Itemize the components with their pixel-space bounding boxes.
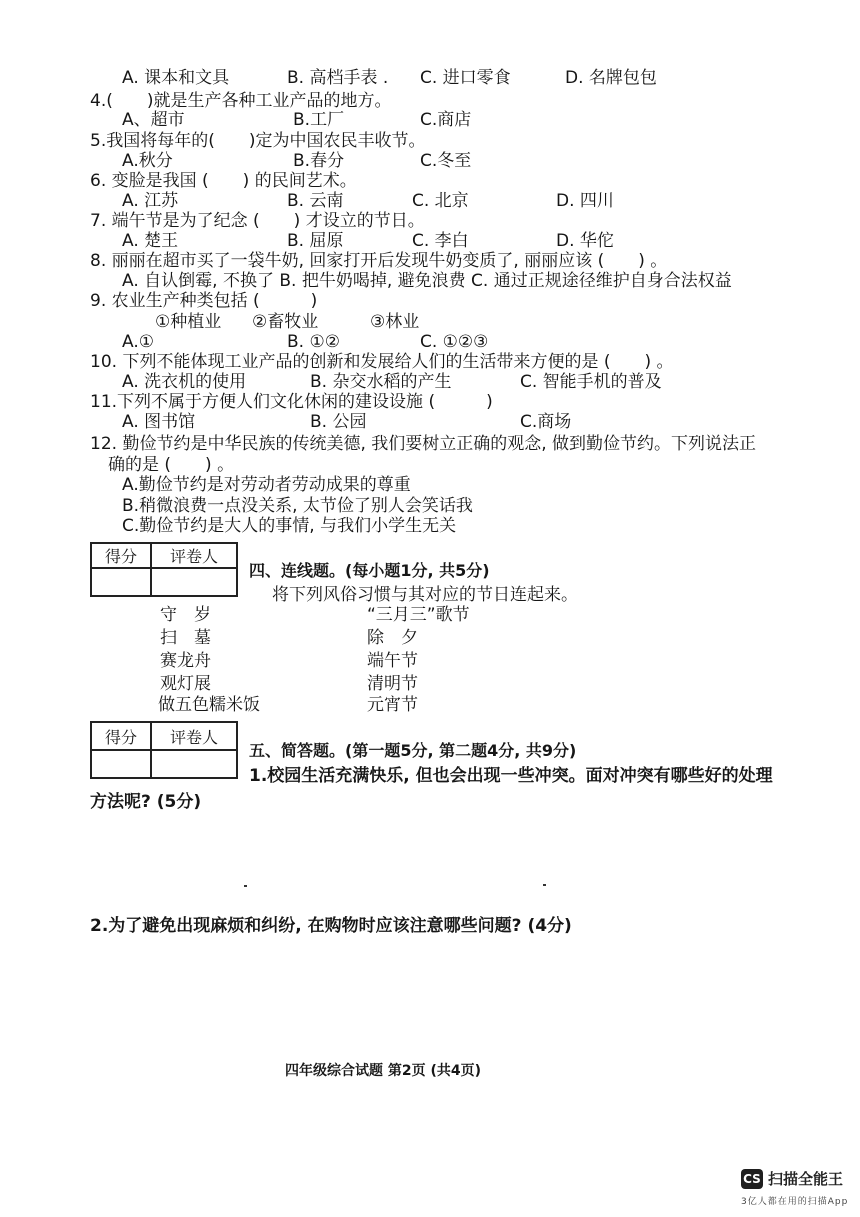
q6-option-c: C. 北京 <box>412 191 469 211</box>
q7-stem: 7. 端午节是为了纪念 ( ) 才设立的节日。 <box>90 211 425 231</box>
q11-stem: 11.下列不属于方便人们文化休闲的建设设施 ( ) <box>90 392 493 412</box>
q7-option-d: D. 华佗 <box>556 231 614 251</box>
q5-option-b: B.春分 <box>293 151 345 171</box>
q4-stem: 4.( )就是生产各种工业产品的地方。 <box>90 91 392 111</box>
q12-option-c: C.勤俭节约是大人的事情, 与我们小学生无关 <box>122 516 457 536</box>
q11-option-a: A. 图书馆 <box>122 412 196 432</box>
score-label: 得分 <box>91 722 151 750</box>
q5-stem: 5.我国将每年的( )定为中国农民丰收节。 <box>90 131 426 151</box>
q11-option-b: B. 公园 <box>310 412 367 432</box>
q9-option-a: A.① <box>122 332 154 352</box>
grader-label: 评卷人 <box>151 722 237 750</box>
q3-option-a: A. 课本和文具 <box>122 68 230 88</box>
q4-option-c: C.商店 <box>420 110 472 130</box>
match-right-4: 清明节 <box>367 674 418 694</box>
q10-option-b: B. 杂交水稻的产生 <box>310 372 452 392</box>
q3-option-c: C. 进口零食 <box>420 68 511 88</box>
camscanner-name: 扫描全能王 <box>768 1170 844 1188</box>
scan-speck <box>543 884 546 886</box>
match-right-5: 元宵节 <box>367 695 418 715</box>
page-footer: 四年级综合试题 第2页 (共4页) <box>285 1063 482 1079</box>
match-left-2: 扫 墓 <box>160 628 211 648</box>
camscanner-logo-icon: CS <box>741 1169 763 1189</box>
section5-title: 五、简答题。(第一题5分, 第二题4分, 共9分) <box>249 741 577 760</box>
q7-option-a: A. 楚王 <box>122 231 179 251</box>
q10-stem: 10. 下列不能体现工业产品的创新和发展给人们的生活带来方便的是 ( ) 。 <box>90 352 674 372</box>
q3-option-d: D. 名牌包包 <box>565 68 657 88</box>
match-right-3: 端午节 <box>367 651 418 671</box>
section5-q1-line2: 方法呢? (5分) <box>90 792 202 812</box>
q4-option-a: A、超市 <box>122 110 185 130</box>
q7-option-c: C. 李白 <box>412 231 469 251</box>
q3-option-b: B. 高档手表 . <box>287 68 389 88</box>
match-left-3: 赛龙舟 <box>160 651 211 671</box>
section5-q2: 2.为了避免出现麻烦和纠纷, 在购物时应该注意哪些问题? (4分) <box>90 916 572 936</box>
score-table-section4 <box>90 542 238 597</box>
q5-option-c: C.冬至 <box>420 151 472 171</box>
q9-item-3: ③林业 <box>370 312 420 332</box>
q9-stem: 9. 农业生产种类包括 ( ) <box>90 291 318 311</box>
match-right-2: 除 夕 <box>367 628 418 648</box>
grader-cell[interactable] <box>151 568 237 596</box>
score-label: 得分 <box>91 543 151 568</box>
q11-option-c: C.商场 <box>520 412 572 432</box>
match-left-5: 做五色糯米饭 <box>158 695 260 715</box>
q12-stem-line2: 确的是 ( ) 。 <box>108 455 235 475</box>
q12-stem-line1: 12. 勤俭节约是中华民族的传统美德, 我们要树立正确的观念, 做到勤俭节约。下列说法正 <box>90 434 757 454</box>
q5-option-a: A.秋分 <box>122 151 173 171</box>
match-right-1: “三月三”歌节 <box>367 605 470 625</box>
q9-option-b: B. ①② <box>287 332 340 352</box>
q9-option-c: C. ①②③ <box>420 332 489 352</box>
grader-label: 评卷人 <box>151 543 237 568</box>
grader-cell[interactable] <box>151 750 237 778</box>
q6-option-d: D. 四川 <box>556 191 614 211</box>
q8-stem: 8. 丽丽在超市买了一袋牛奶, 回家打开后发现牛奶变质了, 丽丽应该 ( ) 。 <box>90 251 668 271</box>
q12-option-b: B.稍微浪费一点没关系, 太节俭了别人会笑话我 <box>122 496 473 516</box>
q9-item-2: ②畜牧业 <box>252 312 319 332</box>
q6-stem: 6. 变脸是我国 ( ) 的民间艺术。 <box>90 171 357 191</box>
score-cell[interactable] <box>91 568 151 596</box>
score-cell[interactable] <box>91 750 151 778</box>
scan-speck <box>244 885 247 887</box>
section4-title: 四、连线题。(每小题1分, 共5分) <box>249 561 490 580</box>
score-table-section5 <box>90 721 238 779</box>
q10-option-a: A. 洗衣机的使用 <box>122 372 247 392</box>
q8-options: A. 自认倒霉, 不换了 B. 把牛奶喝掉, 避免浪费 C. 通过正规途径维护自身合法权益 <box>122 271 732 291</box>
camscanner-tagline: 3亿人都在用的扫描App <box>741 1197 849 1207</box>
q7-option-b: B. 屈原 <box>287 231 344 251</box>
q9-item-1: ①种植业 <box>155 312 222 332</box>
q6-option-b: B. 云南 <box>287 191 344 211</box>
q4-option-b: B.工厂 <box>293 110 345 130</box>
q6-option-a: A. 江苏 <box>122 191 179 211</box>
q10-option-c: C. 智能手机的普及 <box>520 372 662 392</box>
section5-q1-line1: 1.校园生活充满快乐, 但也会出现一些冲突。面对冲突有哪些好的处理 <box>249 766 773 786</box>
q12-option-a: A.勤俭节约是对劳动者劳动成果的尊重 <box>122 475 411 495</box>
match-left-4: 观灯展 <box>160 674 211 694</box>
match-left-1: 守 岁 <box>160 605 211 625</box>
section4-instruction: 将下列风俗习惯与其对应的节日连起来。 <box>272 585 578 605</box>
